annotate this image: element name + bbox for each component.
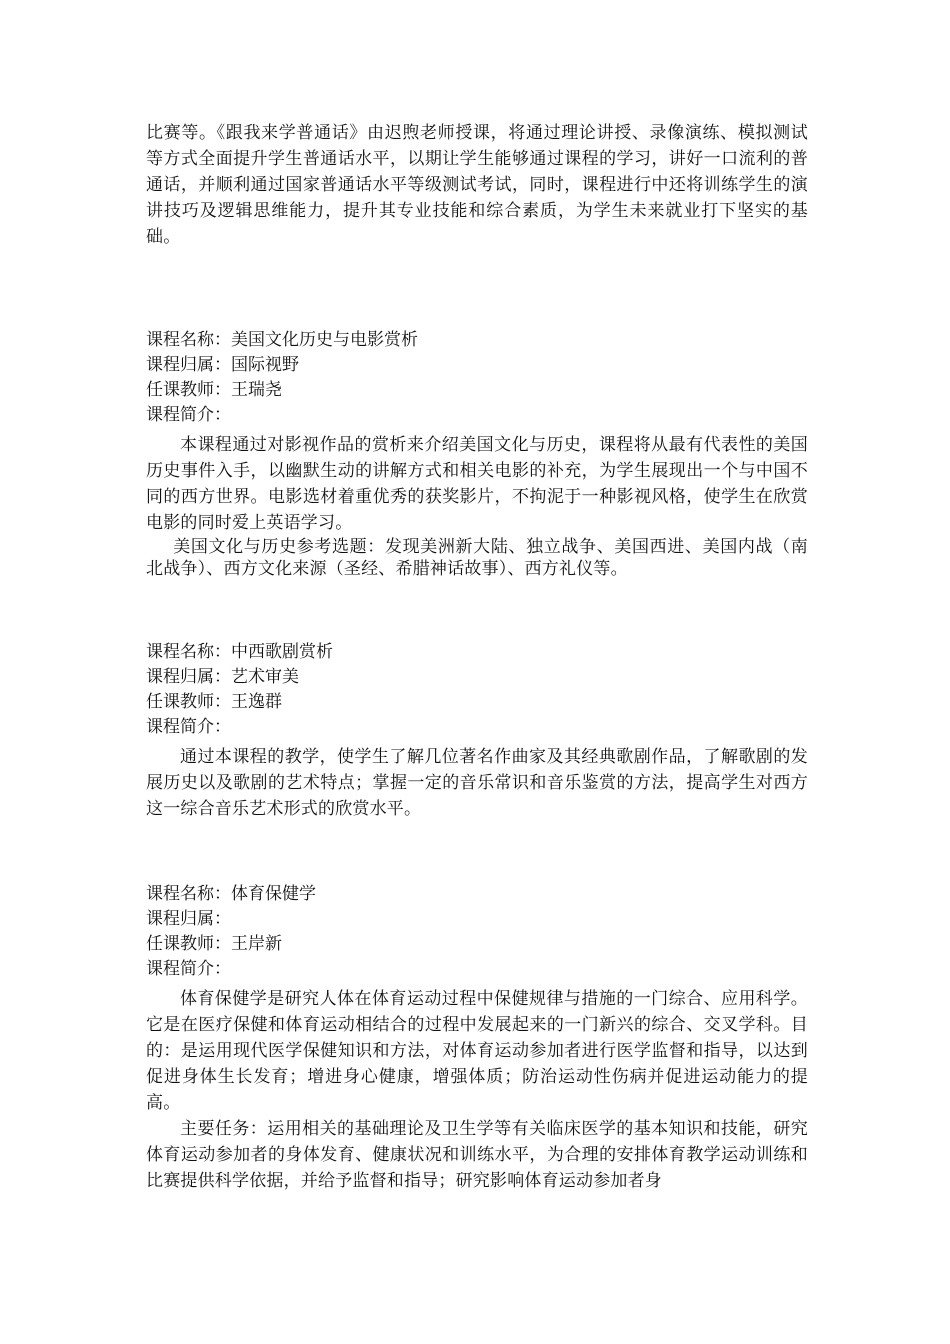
intro-paragraph: 比赛等。《跟我来学普通话》由迟煦老师授课，将通过理论讲授、录像演练、模拟测试等方式全面提升学生普通话水平，以期让学生能够通过课程的学习，讲好一口流利的普通话，并顺利通过国家普通话水平等级测试考试，同时，课程进行中还将训练学生的演讲技巧及逻辑思维能力，提升其专业技能和综合素质，为学生未来就业打下坚实的基础。: [146, 123, 808, 247]
course-intro-paragraph: 本课程通过对影视作品的赏析来介绍美国文化与历史，课程将从最有代表性的美国历史事件入手，以幽默生动的讲解方式和相关电影的补充，为学生展现出一个与中国不同的西方世界。电影选材着重优秀的获奖影片，不拘泥于一种影视风格，使学生在欣赏电影的同时爱上英语学习。: [146, 435, 808, 533]
course-teacher-line: [146, 378, 808, 403]
course-category-label: 课程归属：: [146, 667, 231, 687]
course-category-value: 国际视野: [231, 355, 299, 375]
course-name-label: 课程名称：: [146, 330, 231, 350]
course-name-value: 中西歌剧赏析: [231, 642, 333, 662]
document-page: [146, 120, 808, 1194]
course-teacher-value: 王逸群: [231, 692, 282, 712]
course-section-1: [146, 328, 808, 580]
course-category-line: [146, 353, 808, 378]
course-intro-paragraph: 体育保健学是研究人体在体育运动过程中保健规律与措施的一门综合、应用科学。它是在医疗保健和体育运动相结合的过程中发展起来的一门新兴的综合、交叉学科。目的：是运用现代医学保健知识和方法，对体育运动参加者进行医学监督和指导，以达到促进身体生长发育；增进身心健康，增强体质；防治运动性伤病并促进运动能力的提高。: [146, 989, 808, 1113]
course-section-2: [146, 640, 808, 822]
course-name-value: 体育保健学: [231, 884, 316, 904]
course-teacher-label: 任课教师：: [146, 380, 231, 400]
course-category-label: 课程归属：: [146, 909, 231, 929]
course-name-line: [146, 640, 808, 665]
course-teacher-line: [146, 932, 808, 957]
course-section-3: [146, 882, 808, 1194]
course-intro-paragraph: 主要任务：运用相关的基础理论及卫生学等有关临床医学的基本知识和技能，研究体育运动参加者的身体发育、健康状况和训练水平，为合理的安排体育教学运动训练和比赛提供科学依据，并给予监督和指导；研究影响体育运动参加者身: [146, 1119, 808, 1191]
course-teacher-value: 王岸新: [231, 934, 282, 954]
course-intro-paragraph: 通过本课程的教学，使学生了解几位著名作曲家及其经典歌剧作品，了解歌剧的发展历史以及歌剧的艺术特点；掌握一定的音乐常识和音乐鉴赏的方法，提高学生对西方这一综合音乐艺术形式的欣赏水平。: [146, 747, 808, 819]
course-intro-label: 课程简介：: [146, 959, 231, 979]
course-category-line: [146, 907, 808, 932]
course-name-label: 课程名称：: [146, 884, 231, 904]
course-category-line: [146, 665, 808, 690]
course-category-value: 艺术审美: [231, 667, 299, 687]
course-category-label: 课程归属：: [146, 355, 231, 375]
course-teacher-value: 王瑞尧: [231, 380, 282, 400]
course-teacher-line: [146, 690, 808, 715]
course-name-line: [146, 328, 808, 353]
course-name-label: 课程名称：: [146, 642, 231, 662]
course-intro-label: 课程简介：: [146, 405, 231, 425]
course-teacher-label: 任课教师：: [146, 692, 231, 712]
course-name-line: [146, 882, 808, 907]
course-intro-label: 课程简介：: [146, 717, 231, 737]
course-name-value: 美国文化历史与电影赏析: [231, 330, 418, 350]
course-intro-paragraph: 美国文化与历史参考选题：发现美洲新大陆、独立战争、美国西进、美国内战（南北战争）、西方文化来源（圣经、希腊神话故事）、西方礼仪等。: [146, 537, 808, 579]
course-teacher-label: 任课教师：: [146, 934, 231, 954]
